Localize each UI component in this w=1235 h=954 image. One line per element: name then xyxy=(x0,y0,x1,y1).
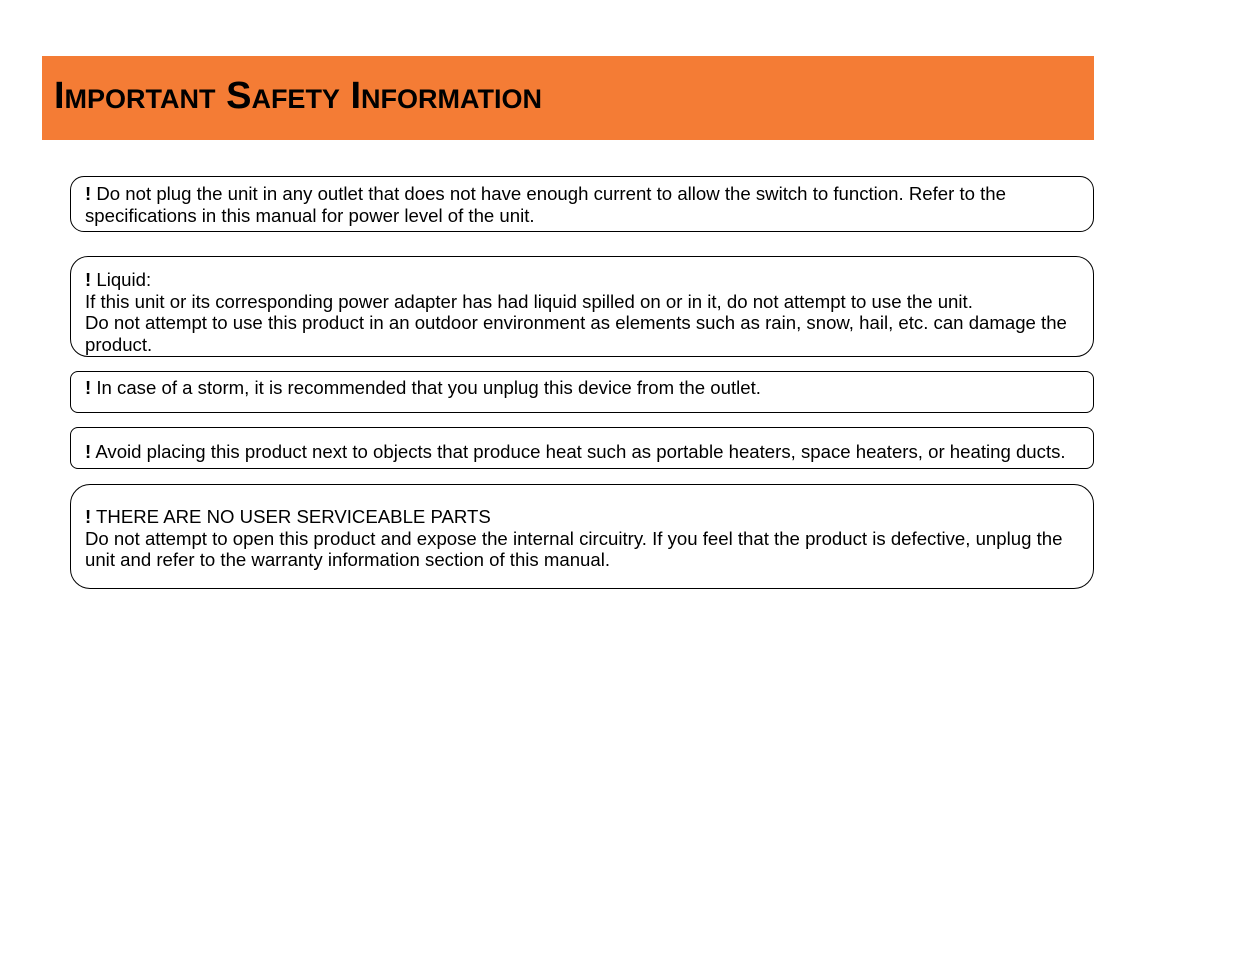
notice-line xyxy=(85,441,1079,463)
warning-mark-icon: ! xyxy=(85,441,92,462)
notice-heading: THERE ARE NO USER SERVICEABLE PARTS xyxy=(91,506,491,527)
notice-heading-line xyxy=(85,506,1079,528)
notice-text: Avoid placing this product next to objects that produce heat such as portable heaters, space heaters, or heating ducts. xyxy=(91,441,1066,462)
notice-text: Do not plug the unit in any outlet that does not have enough current to allow the switch to function. Refer to the xyxy=(91,183,1006,204)
notice-heading-line xyxy=(85,269,1079,291)
notice-liquid xyxy=(70,256,1094,357)
notice-power-outlet xyxy=(70,176,1094,232)
notice-text: unit and refer to the warranty information section of this manual. xyxy=(85,549,611,571)
notice-text: Do not attempt to open this product and expose the internal circuitry. If you feel that the product is defective, unplug the xyxy=(85,527,1063,549)
notice-text: specifications in this manual for power level of the unit. xyxy=(85,204,535,226)
warning-mark-icon: ! xyxy=(85,506,92,527)
warning-mark-icon: ! xyxy=(85,269,92,290)
notice-text: Do not attempt to use this product in an outdoor environment as elements such as rain, snow, hail, etc. can damage the xyxy=(85,312,1067,334)
notice-heat xyxy=(70,427,1094,469)
notice-text: If this unit or its corresponding power adapter has had liquid spilled on or in it, do not attempt to use the unit. xyxy=(85,290,973,312)
notice-line xyxy=(85,377,1079,399)
page-title: Important Safety Information xyxy=(54,75,543,117)
notice-text: product. xyxy=(85,333,153,355)
warning-mark-icon: ! xyxy=(85,183,92,204)
notice-text: In case of a storm, it is recommended that you unplug this device from the outlet. xyxy=(91,377,761,398)
notice-line xyxy=(85,183,1079,205)
notice-heading: Liquid: xyxy=(91,269,152,290)
notice-storm xyxy=(70,371,1094,413)
notice-no-serviceable-parts xyxy=(70,484,1094,589)
header-bar xyxy=(42,56,1094,140)
warning-mark-icon: ! xyxy=(85,377,92,398)
